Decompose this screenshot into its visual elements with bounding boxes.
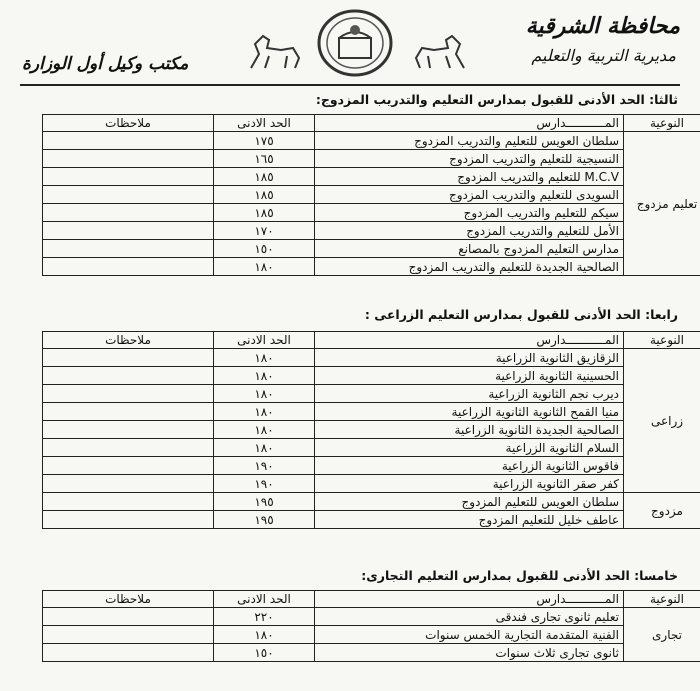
table-row <box>43 608 700 626</box>
column-header-min: الحد الادنى <box>214 591 315 608</box>
school-cell: النسيجية للتعليم والتدريب المزدوج <box>315 150 624 168</box>
type-cell: زراعى <box>624 349 700 493</box>
notes-cell <box>43 644 214 662</box>
letterhead <box>0 0 700 88</box>
notes-cell <box>43 385 214 403</box>
type-cell: مزدوج <box>624 493 700 529</box>
min-score-cell: ١٨٥ <box>214 186 315 204</box>
notes-cell <box>43 493 214 511</box>
table-row <box>43 349 700 367</box>
school-cell: ثانوى تجارى ثلاث سنوات <box>315 644 624 662</box>
table-row <box>43 168 700 186</box>
table-row <box>43 421 700 439</box>
min-score-cell: ١٨٠ <box>214 421 315 439</box>
column-header-notes: ملاحظات <box>43 115 214 132</box>
school-cell: منيا القمح الثانوية الثانوية الزراعية <box>315 403 624 421</box>
horse-icon <box>245 28 305 74</box>
school-cell: الصالحية الجديدة الثانوية الزراعية <box>315 421 624 439</box>
horse-icon <box>410 28 470 74</box>
min-score-cell: ١٧٠ <box>214 222 315 240</box>
table-row <box>43 240 700 258</box>
notes-cell <box>43 403 214 421</box>
table-row <box>43 644 700 662</box>
table-row <box>43 186 700 204</box>
notes-cell <box>43 439 214 457</box>
school-cell: الفنية المتقدمة التجارية الخمس سنوات <box>315 626 624 644</box>
school-cell: تعليم ثانوى تجارى فندقى <box>315 608 624 626</box>
min-score-cell: ١٩٠ <box>214 457 315 475</box>
school-cell: فاقوس الثانوية الزراعية <box>315 457 624 475</box>
column-header-min: الحد الادنى <box>214 115 315 132</box>
table-header-row <box>43 332 700 349</box>
section-5-title: خامسا: الحد الأدنى للقبول بمدارس التعليم التجارى: <box>361 568 678 583</box>
school-cell: سلطان العويس للتعليم والتدريب المزدوج <box>315 132 624 150</box>
notes-cell <box>43 457 214 475</box>
school-cell: ديرب نجم الثانوية الزراعية <box>315 385 624 403</box>
directorate-subtitle: مديرية التربية والتعليم <box>531 46 676 65</box>
table-row <box>43 132 700 150</box>
min-score-cell: ١٩٥ <box>214 511 315 529</box>
school-cell: M.C.V للتعليم والتدريب المزدوج <box>315 168 624 186</box>
notes-cell <box>43 421 214 439</box>
column-header-type: النوعية <box>624 115 700 132</box>
min-score-cell: ١٧٥ <box>214 132 315 150</box>
school-cell: كفر صقر الثانوية الزراعية <box>315 475 624 493</box>
column-header-notes: ملاحظات <box>43 591 214 608</box>
section-4-title: رابعا: الحد الأدنى للقبول بمدارس التعليم الزراعى : <box>364 307 678 322</box>
type-cell: تجارى <box>624 608 700 662</box>
notes-cell <box>43 511 214 529</box>
min-score-cell: ١٨٠ <box>214 367 315 385</box>
school-cell: عاطف خليل للتعليم المزدوج <box>315 511 624 529</box>
min-score-cell: ١٨٠ <box>214 626 315 644</box>
min-score-cell: ١٩٥ <box>214 493 315 511</box>
commercial-table <box>42 590 700 662</box>
notes-cell <box>43 367 214 385</box>
school-cell: الأمل للتعليم والتدريب المزدوج <box>315 222 624 240</box>
table-header-row <box>43 115 700 132</box>
table-row <box>43 457 700 475</box>
governorate-title: محافظة الشرقية <box>525 14 680 39</box>
table-row <box>43 150 700 168</box>
type-cell: تعليم مزدوج <box>624 132 700 276</box>
table-row <box>43 204 700 222</box>
min-score-cell: ١٨٠ <box>214 349 315 367</box>
school-cell: السويدى للتعليم والتدريب المزدوج <box>315 186 624 204</box>
office-title: مكتب وكيل أول الوزارة <box>22 54 189 74</box>
column-header-schools: المـــــــــــدارس <box>315 115 624 132</box>
header-divider <box>20 84 680 86</box>
column-header-schools: المـــــــــــدارس <box>315 332 624 349</box>
table-row <box>43 493 700 511</box>
table-row <box>43 626 700 644</box>
notes-cell <box>43 349 214 367</box>
section-3-title: ثالثا: الحد الأدنى للقبول بمدارس التعليم والتدريب المزدوج: <box>315 92 678 107</box>
min-score-cell: ١٨٠ <box>214 258 315 276</box>
column-header-schools: المـــــــــــدارس <box>315 591 624 608</box>
table-row <box>43 222 700 240</box>
min-score-cell: ١٨٥ <box>214 168 315 186</box>
column-header-type: النوعية <box>624 591 700 608</box>
notes-cell <box>43 186 214 204</box>
school-cell: السلام الثانوية الزراعية <box>315 439 624 457</box>
school-cell: الصالحية الجديدة للتعليم والتدريب المزدوج <box>315 258 624 276</box>
table-row <box>43 258 700 276</box>
school-cell: الزقازيق الثانوية الزراعية <box>315 349 624 367</box>
notes-cell <box>43 204 214 222</box>
notes-cell <box>43 150 214 168</box>
min-score-cell: ١٨٠ <box>214 403 315 421</box>
min-score-cell: ١٨٠ <box>214 439 315 457</box>
min-score-cell: ١٥٠ <box>214 644 315 662</box>
notes-cell <box>43 475 214 493</box>
table-header-row <box>43 591 700 608</box>
column-header-type: النوعية <box>624 332 700 349</box>
school-cell: الحسينية الثانوية الزراعية <box>315 367 624 385</box>
emblem-logo <box>315 8 395 78</box>
school-cell: سيكم للتعليم والتدريب المزدوج <box>315 204 624 222</box>
min-score-cell: ١٨٠ <box>214 385 315 403</box>
table-row <box>43 475 700 493</box>
table-row <box>43 439 700 457</box>
table-row <box>43 385 700 403</box>
column-header-min: الحد الادنى <box>214 332 315 349</box>
min-score-cell: ١٦٥ <box>214 150 315 168</box>
notes-cell <box>43 258 214 276</box>
school-cell: سلطان العويس للتعليم المزدوج <box>315 493 624 511</box>
notes-cell <box>43 608 214 626</box>
notes-cell <box>43 222 214 240</box>
table-row <box>43 403 700 421</box>
notes-cell <box>43 240 214 258</box>
notes-cell <box>43 132 214 150</box>
agricultural-table <box>42 331 700 529</box>
min-score-cell: ١٩٠ <box>214 475 315 493</box>
min-score-cell: ١٨٥ <box>214 204 315 222</box>
column-header-notes: ملاحظات <box>43 332 214 349</box>
dual-education-table <box>42 114 700 276</box>
notes-cell <box>43 168 214 186</box>
school-cell: مدارس التعليم المزدوج بالمصانع <box>315 240 624 258</box>
table-row <box>43 511 700 529</box>
table-row <box>43 367 700 385</box>
min-score-cell: ١٥٠ <box>214 240 315 258</box>
notes-cell <box>43 626 214 644</box>
min-score-cell: ٢٢٠ <box>214 608 315 626</box>
